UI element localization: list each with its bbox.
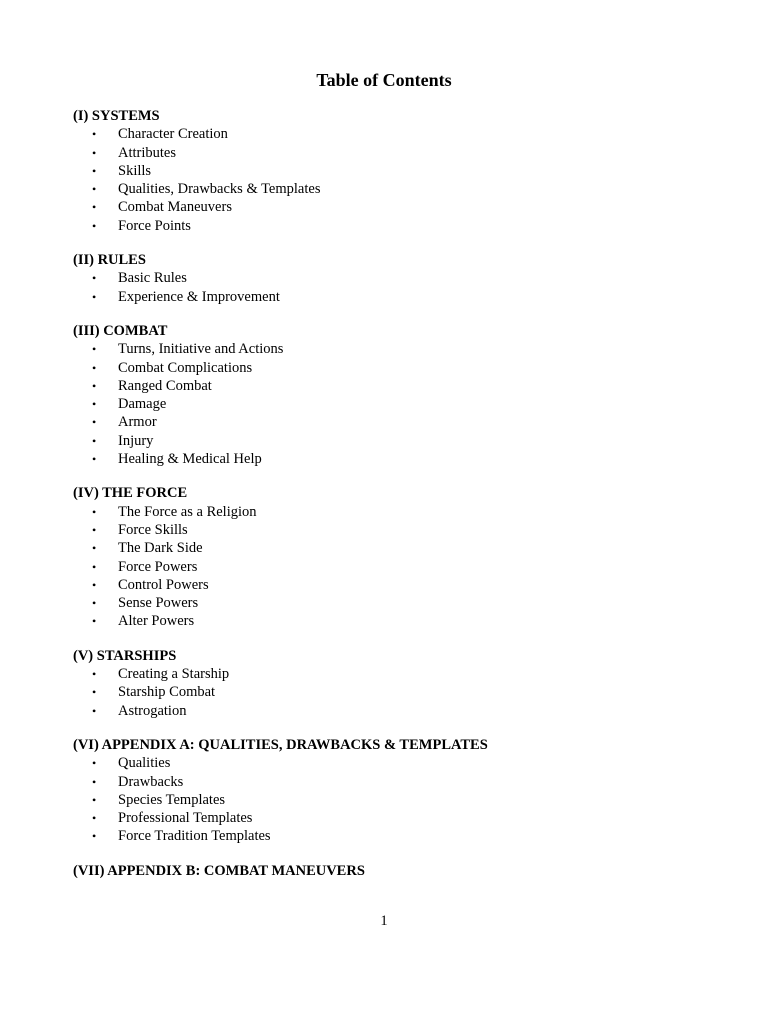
section-item-list bbox=[73, 503, 713, 631]
list-item bbox=[73, 198, 713, 216]
bullet-icon: • bbox=[92, 703, 97, 718]
list-item bbox=[73, 269, 713, 287]
section-heading: (VI) APPENDIX A: QUALITIES, DRAWBACKS & TEMPLATES bbox=[73, 736, 488, 753]
list-item bbox=[73, 558, 713, 576]
toc-section bbox=[73, 251, 713, 306]
list-item-label: Healing & Medical Help bbox=[118, 451, 262, 468]
list-item bbox=[73, 827, 713, 845]
bullet-icon: • bbox=[92, 596, 97, 611]
list-item-label: Force Skills bbox=[118, 521, 188, 538]
section-item-list bbox=[73, 340, 713, 468]
list-item bbox=[73, 395, 713, 413]
list-item-label: Force Tradition Templates bbox=[118, 828, 271, 845]
page-title: Table of Contents bbox=[316, 70, 452, 90]
list-item-label: The Force as a Religion bbox=[118, 503, 257, 520]
list-item-label: Ranged Combat bbox=[118, 377, 212, 394]
bullet-icon: • bbox=[92, 522, 97, 537]
list-item bbox=[73, 162, 713, 180]
toc-section bbox=[73, 107, 713, 235]
bullet-icon: • bbox=[92, 756, 97, 771]
section-item-list bbox=[73, 665, 713, 720]
section-heading: (VII) APPENDIX B: COMBAT MANEUVERS bbox=[73, 862, 365, 879]
list-item bbox=[73, 359, 713, 377]
bullet-icon: • bbox=[92, 360, 97, 375]
list-item-label: Species Templates bbox=[118, 791, 226, 808]
list-item-label: Drawbacks bbox=[118, 773, 184, 790]
list-item bbox=[73, 503, 713, 521]
bullet-icon: • bbox=[92, 774, 97, 789]
list-item bbox=[73, 288, 713, 306]
toc-section bbox=[73, 322, 713, 468]
bullet-icon: • bbox=[92, 271, 97, 286]
list-item-label: Damage bbox=[118, 396, 167, 413]
list-item bbox=[73, 702, 713, 720]
list-item bbox=[73, 665, 713, 683]
page-number: 1 bbox=[380, 913, 388, 929]
list-item-label: Creating a Starship bbox=[118, 666, 230, 683]
list-item bbox=[73, 809, 713, 827]
bullet-icon: • bbox=[92, 614, 97, 629]
list-item-label: Professional Templates bbox=[118, 810, 253, 827]
list-item bbox=[73, 377, 713, 395]
list-item bbox=[73, 144, 713, 162]
list-item bbox=[73, 612, 713, 630]
list-item bbox=[73, 521, 713, 539]
bullet-icon: • bbox=[92, 452, 97, 467]
bullet-icon: • bbox=[92, 415, 97, 430]
section-heading: (III) COMBAT bbox=[73, 322, 168, 339]
bullet-icon: • bbox=[92, 127, 97, 142]
list-item-label: Starship Combat bbox=[118, 684, 216, 701]
list-item bbox=[73, 576, 713, 594]
section-heading: (IV) THE FORCE bbox=[73, 485, 188, 502]
list-item-label: Astrogation bbox=[118, 702, 187, 719]
list-item-label: Force Powers bbox=[118, 558, 198, 575]
bullet-icon: • bbox=[92, 811, 97, 826]
list-item bbox=[73, 340, 713, 358]
list-item-label: Basic Rules bbox=[118, 270, 187, 287]
list-item-label: Character Creation bbox=[118, 126, 228, 143]
bullet-icon: • bbox=[92, 504, 97, 519]
section-item-list bbox=[73, 754, 713, 845]
list-item-label: Experience & Improvement bbox=[118, 288, 280, 305]
list-item-label: Combat Maneuvers bbox=[118, 199, 232, 216]
list-item-label: Alter Powers bbox=[118, 613, 195, 630]
list-item bbox=[73, 754, 713, 772]
list-item bbox=[73, 539, 713, 557]
list-item-label: Force Points bbox=[118, 217, 191, 234]
list-item-label: Qualities, Drawbacks & Templates bbox=[118, 181, 321, 198]
section-item-list bbox=[73, 125, 713, 235]
list-item-label: Control Powers bbox=[118, 576, 209, 593]
section-heading: (V) STARSHIPS bbox=[73, 647, 177, 664]
bullet-icon: • bbox=[92, 342, 97, 357]
section-heading: (I) SYSTEMS bbox=[73, 108, 160, 124]
list-item bbox=[73, 180, 713, 198]
list-item bbox=[73, 450, 713, 468]
bullet-icon: • bbox=[92, 163, 97, 178]
toc-section bbox=[73, 484, 713, 630]
bullet-icon: • bbox=[92, 182, 97, 197]
bullet-icon: • bbox=[92, 667, 97, 682]
list-item bbox=[73, 125, 713, 143]
list-item bbox=[73, 413, 713, 431]
table-of-contents bbox=[73, 107, 713, 896]
list-item-label: Armor bbox=[118, 414, 157, 431]
toc-section bbox=[73, 862, 713, 880]
list-item-label: The Dark Side bbox=[118, 540, 203, 557]
list-item-label: Injury bbox=[118, 432, 154, 449]
list-item bbox=[73, 791, 713, 809]
list-item-label: Sense Powers bbox=[118, 595, 199, 612]
list-item bbox=[73, 773, 713, 791]
bullet-icon: • bbox=[92, 792, 97, 807]
bullet-icon: • bbox=[92, 378, 97, 393]
bullet-icon: • bbox=[92, 433, 97, 448]
list-item bbox=[73, 594, 713, 612]
bullet-icon: • bbox=[92, 200, 97, 215]
list-item-label: Attributes bbox=[118, 144, 176, 161]
bullet-icon: • bbox=[92, 829, 97, 844]
list-item-label: Combat Complications bbox=[118, 359, 253, 376]
bullet-icon: • bbox=[92, 541, 97, 556]
list-item bbox=[73, 217, 713, 235]
section-item-list bbox=[73, 269, 713, 306]
section-heading: (II) RULES bbox=[73, 252, 146, 269]
list-item bbox=[73, 683, 713, 701]
bullet-icon: • bbox=[92, 577, 97, 592]
bullet-icon: • bbox=[92, 289, 97, 304]
bullet-icon: • bbox=[92, 145, 97, 160]
bullet-icon: • bbox=[92, 218, 97, 233]
list-item bbox=[73, 432, 713, 450]
list-item-label: Skills bbox=[118, 162, 152, 179]
bullet-icon: • bbox=[92, 397, 97, 412]
list-item-label: Qualities bbox=[118, 755, 171, 772]
toc-section bbox=[73, 647, 713, 720]
bullet-icon: • bbox=[92, 685, 97, 700]
bullet-icon: • bbox=[92, 559, 97, 574]
list-item-label: Turns, Initiative and Actions bbox=[118, 341, 284, 358]
toc-section bbox=[73, 736, 713, 846]
